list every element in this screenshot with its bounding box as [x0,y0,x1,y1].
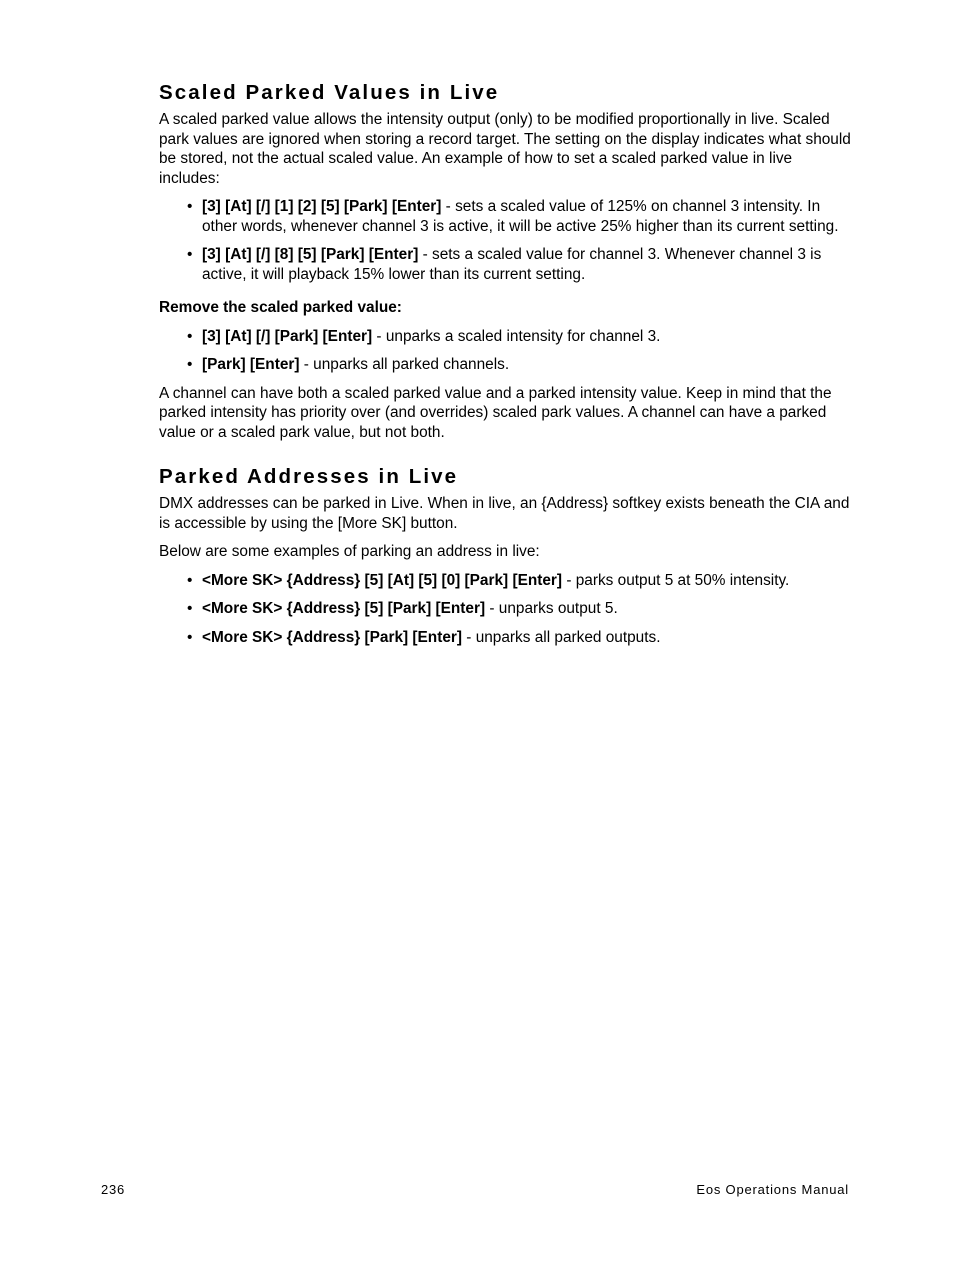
bullet-list-scaled-examples [159,197,855,284]
item-description: - parks output 5 at 50% intensity. [562,571,790,589]
paragraph-intro: DMX addresses can be parked in Live. When in live, an {Address} softkey exists beneath the CIA and is accessible by using the [More SK] button. [159,495,850,532]
list-item [159,571,855,591]
key-sequence: [3] [At] [/] [Park] [Enter] [202,327,373,345]
item-description: - unparks all parked outputs. [462,628,661,646]
bullet-glyph: • [187,356,193,373]
list-item [159,355,855,375]
bullet-list-remove [159,327,855,375]
item-description: - unparks all parked channels. [299,356,510,373]
list-item [159,245,855,284]
item-description: - sets a scaled value of 125% on channel 3 intensity. In other words, whenever channel 3 is active, it will be active 25% higher than its current setting. [202,198,839,235]
item-description: - sets a scaled value for channel 3. Whenever channel 3 is active, it will playback 15% lower than its current setting. [202,246,822,283]
paragraph-lead: Below are some examples of parking an address in live: [159,543,540,560]
list-item [159,327,855,347]
paragraph-closing: A channel can have both a scaled parked value and a parked intensity value. Keep in mind that the parked intensity has priority over (and overrides) scaled park values. A channel can have a parked value or a scaled park value, but not both. [159,384,832,441]
key-sequence: <More SK> {Address} [5] [Park] [Enter] [202,600,486,617]
bullet-glyph: • [187,246,193,263]
list-item [159,599,855,619]
item-description: - unparks a scaled intensity for channel 3. [372,327,661,345]
bullet-glyph: • [187,327,193,345]
page-number: 236 [101,1182,126,1197]
key-sequence: [3] [At] [/] [1] [2] [5] [Park] [Enter] [202,198,442,215]
key-sequence: <More SK> {Address} [Park] [Enter] [202,628,463,646]
section-heading-scaled-parked: Scaled Parked Values in Live [159,81,500,104]
section-heading-parked-addresses: Parked Addresses in Live [159,465,459,488]
bullet-glyph: • [187,571,193,589]
key-sequence: [Park] [Enter] [202,356,300,373]
manual-title: Eos Operations Manual [696,1182,849,1197]
remove-label: Remove the scaled parked value: [159,299,402,316]
item-description: - unparks output 5. [485,600,618,617]
key-sequence: [3] [At] [/] [8] [5] [Park] [Enter] [202,246,419,263]
bullet-glyph: • [187,600,193,617]
key-sequence: <More SK> {Address} [5] [At] [5] [0] [Park] [Enter] [202,571,563,589]
bullet-list-address-examples [159,571,855,648]
list-item [159,628,855,648]
bullet-glyph: • [187,628,193,646]
bullet-glyph: • [187,198,193,215]
list-item [159,197,855,236]
page-content [159,80,855,656]
paragraph-intro: A scaled parked value allows the intensity output (only) to be modified proportionally in live. Scaled park values are ignored when storing a record target. The setting on the display indicates what should be stored, not the actual scaled value. An example of how to set a scaled parked value in live includes: [159,111,851,187]
